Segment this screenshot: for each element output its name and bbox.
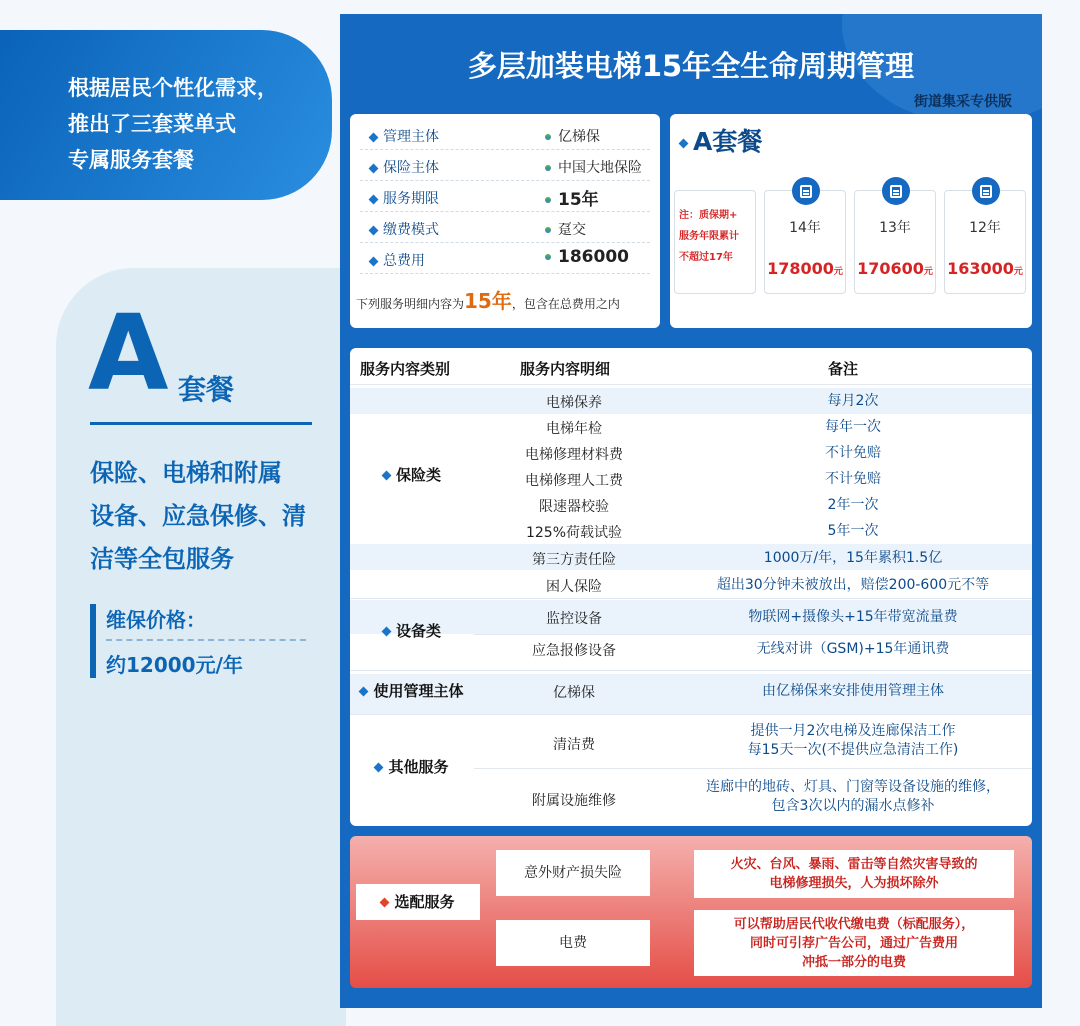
table-header: 服务内容明细 (520, 360, 611, 378)
info-key: 保险主体 (383, 160, 439, 176)
info-value: 亿梯保 (558, 129, 600, 145)
note-line: 不超过17年 (679, 252, 733, 263)
intro-line: 专属服务套餐 (68, 148, 194, 172)
dot-icon (545, 165, 551, 171)
package-note (674, 190, 756, 294)
desc-line: 洁等全包服务 (90, 545, 234, 573)
table-remark: 每月2次 (827, 393, 879, 409)
table-cell: 应急报修设备 (532, 643, 616, 659)
package-title (680, 122, 762, 158)
diamond-icon (679, 138, 689, 148)
table-remark: 每年一次 (825, 419, 881, 435)
diamond-icon (369, 256, 379, 266)
note-text: ，包含在总费用之内 (511, 297, 620, 311)
info-row (360, 120, 650, 150)
diamond-icon (359, 687, 369, 697)
table-remark: 超出30分钟未被放出，赔偿200-600元不等 (716, 577, 990, 593)
table-remark: 不计免赔 (825, 445, 881, 461)
desc-line: 保险、电梯和附属 (90, 459, 282, 487)
table-category: 使用管理主体 (350, 680, 474, 701)
table-separator (474, 768, 1032, 769)
term-years: 12年 (969, 220, 1001, 236)
page-subtitle: 街道集采专供版 (914, 94, 1012, 110)
dot-icon (545, 227, 551, 233)
table-separator (350, 384, 1032, 385)
package-title-text: A套餐 (693, 127, 763, 156)
table-remark: 无线对讲（GSM)+15年通讯费 (756, 641, 950, 657)
table-remark: 连廊中的地砖、灯具、门窗等设备设施的维修， 包含3次以内的漏水点修补 (706, 779, 1000, 814)
calendar-icon (792, 177, 820, 205)
table-remark: 由亿梯保来安排使用管理主体 (762, 683, 944, 699)
dot-icon (545, 254, 551, 260)
table-cell: 第三方责任险 (532, 552, 616, 568)
optional-item: 电费 (496, 920, 650, 966)
optional-description: 火灾、台风、暴雨、雷击等自然灾害导致的 电梯修理损失，人为损坏除外 (694, 850, 1014, 898)
table-cell: 125%荷载试验 (525, 525, 623, 541)
diamond-icon (369, 194, 379, 204)
table-remark: 物联网+摄像头+15年带宽流量费 (748, 609, 958, 625)
info-key: 管理主体 (383, 129, 439, 145)
maintenance-price (90, 604, 306, 678)
table-remark: 不计免赔 (825, 471, 881, 487)
term-option-card (764, 190, 846, 294)
page-title: 多层加装电梯15年全生命周期管理 (467, 49, 915, 83)
calendar-icon (972, 177, 1000, 205)
info-key: 总费用 (383, 253, 425, 269)
table-separator (350, 670, 1032, 671)
table-category: 保险类 (350, 464, 474, 485)
note-emphasis: 15年 (464, 289, 512, 313)
table-cell: 附属设施维修 (532, 793, 616, 809)
diamond-icon (380, 898, 390, 908)
table-separator (350, 598, 1032, 599)
table-cell: 限速器校验 (539, 499, 609, 515)
info-key: 缴费模式 (383, 222, 439, 238)
info-value: 15年 (558, 190, 599, 210)
info-row (360, 213, 650, 243)
info-box (350, 114, 660, 328)
table-header: 服务内容类别 (360, 360, 451, 378)
price-label: 维保价格： (106, 604, 306, 641)
price-value: 约12000元/年 (106, 653, 243, 677)
divider (90, 422, 312, 425)
diamond-icon (369, 225, 379, 235)
optional-item: 意外财产损失险 (496, 850, 650, 896)
term-years: 14年 (789, 220, 821, 236)
info-row (360, 182, 650, 212)
term-years: 13年 (879, 220, 911, 236)
package-box (670, 114, 1032, 328)
optional-description: 可以帮助居民代收代缴电费（标配服务）， 同时可引荐广告公司，通过广告费用 冲抵一部分的电费 (694, 910, 1014, 976)
term-price: 170600元 (857, 259, 933, 278)
note-line: 注：质保期+ (679, 210, 738, 221)
info-row (360, 244, 650, 274)
diamond-icon (382, 471, 392, 481)
package-letter: A (88, 292, 169, 414)
diamond-icon (382, 627, 392, 637)
dot-icon (545, 197, 551, 203)
diamond-icon (369, 163, 379, 173)
dot-icon (545, 134, 551, 140)
diamond-icon (374, 763, 384, 773)
desc-line: 设备、应急保修、清 (90, 502, 306, 530)
table-cell: 电梯保养 (546, 395, 602, 411)
table-cell: 亿梯保 (553, 685, 595, 701)
info-value: 186000 (558, 247, 629, 267)
table-cell: 清洁费 (553, 737, 595, 753)
term-option-card (854, 190, 936, 294)
term-option-card (944, 190, 1026, 294)
note-line: 服务年限累计 (679, 231, 739, 242)
info-row (360, 151, 650, 181)
table-separator (474, 634, 1032, 635)
table-category: 设备类 (350, 620, 474, 641)
info-note (356, 285, 656, 314)
table-cell: 电梯修理人工费 (525, 473, 623, 489)
info-value: 中国大地保险 (558, 160, 642, 176)
note-text: 下列服务明细内容为 (356, 297, 465, 311)
package-description (90, 452, 326, 581)
info-key: 服务期限 (383, 191, 439, 207)
intro-line: 推出了三套菜单式 (68, 112, 236, 136)
intro-line: 根据居民个性化需求， (68, 76, 278, 100)
optional-category: 选配服务 (356, 884, 480, 920)
main-poster (340, 14, 1042, 1008)
intro-banner (0, 30, 332, 200)
table-cell: 电梯修理材料费 (525, 447, 623, 463)
table-cell: 监控设备 (546, 611, 602, 627)
table-cell: 困人保险 (546, 579, 602, 595)
table-remark: 2年一次 (827, 497, 879, 513)
term-price: 163000元 (947, 259, 1023, 278)
table-cell: 电梯年检 (546, 421, 602, 437)
info-value: 趸交 (558, 222, 586, 238)
table-category: 其他服务 (350, 756, 474, 777)
term-price: 178000元 (767, 259, 843, 278)
optional-services (350, 836, 1032, 988)
table-remark: 1000万/年，15年累积1.5亿 (763, 550, 943, 566)
calendar-icon (882, 177, 910, 205)
table-separator (350, 714, 1032, 715)
table-header: 备注 (828, 360, 859, 378)
diamond-icon (369, 132, 379, 142)
table-remark: 5年一次 (827, 523, 879, 539)
service-table (350, 348, 1032, 826)
table-remark: 提供一月2次电梯及连廊保洁工作 每15天一次(不提供应急清洁工作) (747, 723, 959, 758)
package-word: 套餐 (178, 373, 235, 406)
